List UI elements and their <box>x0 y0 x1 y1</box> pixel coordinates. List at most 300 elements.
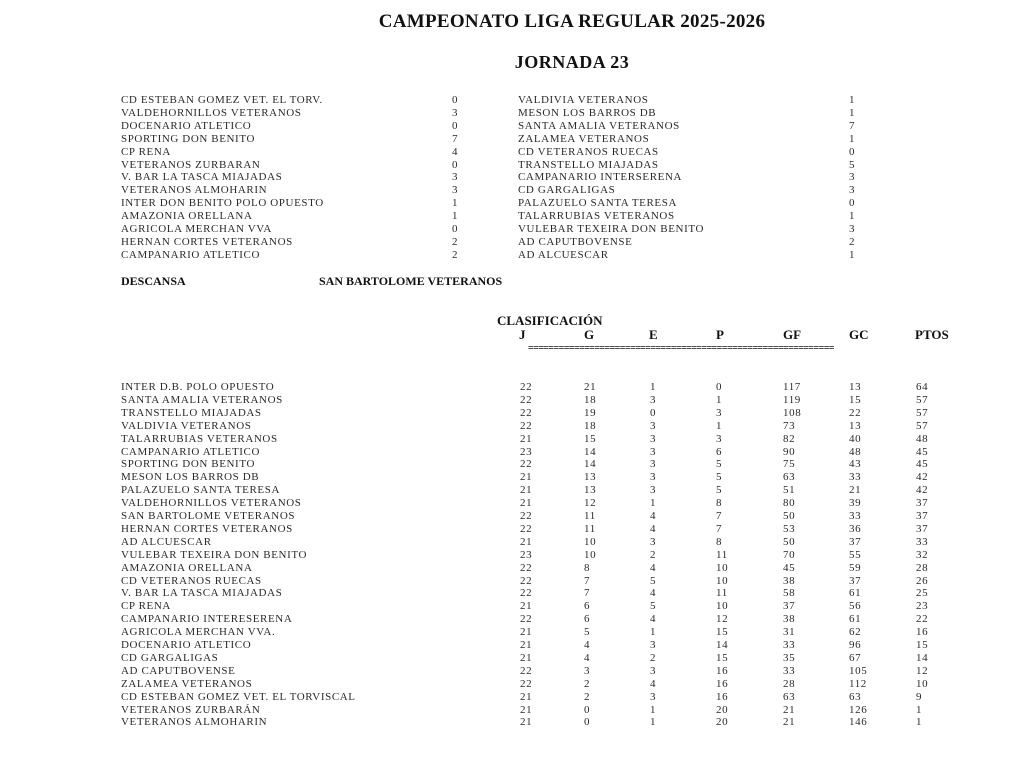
team-name: SPORTING DON BENITO <box>121 458 255 471</box>
won: 21 <box>584 381 597 393</box>
team-name: INTER D.B. POLO OPUESTO <box>121 381 275 393</box>
goals-for: 31 <box>783 626 796 639</box>
away-team: CAMPANARIO INTERSERENA <box>518 171 683 184</box>
drawn: 4 <box>650 561 657 574</box>
goals-against: 39 <box>849 497 862 510</box>
goals-for: 50 <box>783 535 796 548</box>
away-score: 5 <box>849 158 856 171</box>
goals-for: 50 <box>783 510 796 522</box>
home-team: DOCENARIO ATLETICO <box>121 119 252 132</box>
table-row <box>0 523 1024 536</box>
goals-against: 33 <box>849 471 862 484</box>
table-row <box>0 549 1024 562</box>
away-score: 1 <box>849 210 856 223</box>
points: 1 <box>916 703 923 716</box>
won: 7 <box>584 574 591 587</box>
played: 22 <box>520 510 533 522</box>
away-team: PALAZUELO SANTA TERESA <box>518 197 677 210</box>
goals-against: 62 <box>849 626 862 639</box>
played: 21 <box>520 703 533 716</box>
header-pts: PTOS <box>915 327 949 342</box>
goals-for: 21 <box>783 716 796 729</box>
away-score: 2 <box>849 235 856 248</box>
won: 11 <box>584 522 596 535</box>
points: 32 <box>916 548 929 561</box>
played: 21 <box>520 600 533 613</box>
played: 22 <box>520 458 533 471</box>
home-team: SPORTING DON BENITO <box>121 132 255 145</box>
goals-for: 63 <box>783 690 796 703</box>
drawn: 2 <box>650 548 657 561</box>
goals-against: 43 <box>849 458 862 471</box>
won: 3 <box>584 664 591 677</box>
header-g: G <box>584 327 595 342</box>
home-score: 0 <box>452 223 459 235</box>
table-row <box>0 458 1024 471</box>
drawn: 2 <box>650 651 657 664</box>
won: 10 <box>584 535 597 548</box>
lost: 16 <box>716 690 729 703</box>
points: 57 <box>916 406 929 419</box>
away-score: 3 <box>849 171 856 184</box>
goals-for: 119 <box>783 393 801 406</box>
drawn: 3 <box>650 484 657 497</box>
won: 12 <box>584 497 597 510</box>
won: 4 <box>584 639 591 651</box>
lost: 7 <box>716 510 723 522</box>
points: 15 <box>916 639 929 651</box>
goals-against: 33 <box>849 510 862 522</box>
won: 2 <box>584 690 591 703</box>
team-name: VETERANOS ALMOHARIN <box>121 716 268 729</box>
points: 9 <box>916 690 923 703</box>
away-team: TALARRUBIAS VETERANOS <box>518 210 675 223</box>
table-row <box>0 652 1024 665</box>
goals-for: 80 <box>783 497 796 510</box>
played: 23 <box>520 445 533 458</box>
goals-for: 21 <box>783 703 796 716</box>
table-row <box>0 575 1024 588</box>
away-team: CD VETERANOS RUECAS <box>518 145 659 158</box>
table-row <box>0 381 1024 394</box>
table-row <box>0 433 1024 446</box>
drawn: 4 <box>650 677 657 690</box>
goals-against: 13 <box>849 381 862 393</box>
goals-for: 51 <box>783 484 796 497</box>
home-score: 1 <box>452 197 459 210</box>
standings-title: CLASIFICACIÓN <box>497 313 603 328</box>
won: 7 <box>584 587 591 600</box>
table-row <box>0 420 1024 433</box>
home-team: VETERANOS ALMOHARIN <box>121 184 268 197</box>
away-score: 3 <box>849 223 856 235</box>
goals-against: 22 <box>849 406 862 419</box>
goals-against: 105 <box>849 664 868 677</box>
points: 57 <box>916 393 929 406</box>
header-j: J <box>519 327 526 342</box>
drawn: 1 <box>650 626 657 639</box>
goals-for: 63 <box>783 471 796 484</box>
team-name: MESON LOS BARROS DB <box>121 471 260 484</box>
team-name: HERNAN CORTES VETERANOS <box>121 522 293 535</box>
played: 21 <box>520 497 533 510</box>
lost: 10 <box>716 574 729 587</box>
home-score: 4 <box>452 145 459 158</box>
points: 16 <box>916 626 929 639</box>
table-row <box>0 484 1024 497</box>
team-name: DOCENARIO ATLETICO <box>121 639 252 651</box>
goals-for: 82 <box>783 432 796 445</box>
home-score: 2 <box>452 248 459 261</box>
points: 10 <box>916 677 929 690</box>
won: 15 <box>584 432 597 445</box>
points: 26 <box>916 574 929 587</box>
header-gf: GF <box>783 327 802 342</box>
goals-against: 48 <box>849 445 862 458</box>
team-name: VALDIVIA VETERANOS <box>121 419 252 432</box>
table-row <box>0 587 1024 600</box>
played: 22 <box>520 677 533 690</box>
goals-for: 28 <box>783 677 796 690</box>
won: 13 <box>584 471 597 484</box>
team-name: CD GARGALIGAS <box>121 651 219 664</box>
goals-against: 37 <box>849 574 862 587</box>
won: 8 <box>584 561 591 574</box>
away-team: AD CAPUTBOVENSE <box>518 235 633 248</box>
lost: 5 <box>716 458 723 471</box>
team-name: CAMPANARIO INTERESERENA <box>121 613 293 626</box>
lost: 6 <box>716 445 723 458</box>
home-score: 0 <box>452 94 459 106</box>
drawn: 3 <box>650 393 657 406</box>
lost: 1 <box>716 419 723 432</box>
goals-against: 21 <box>849 484 862 497</box>
home-score: 1 <box>452 210 459 223</box>
table-row <box>0 678 1024 691</box>
won: 14 <box>584 445 597 458</box>
home-team: VETERANOS ZURBARAN <box>121 158 261 171</box>
played: 21 <box>520 626 533 639</box>
goals-for: 33 <box>783 664 796 677</box>
goals-for: 90 <box>783 445 796 458</box>
away-score: 1 <box>849 248 856 261</box>
home-team: V. BAR LA TASCA MIAJADAS <box>121 171 283 184</box>
header-gc: GC <box>849 327 869 342</box>
team-name: CD ESTEBAN GOMEZ VET. EL TORVISCAL <box>121 690 356 703</box>
points: 25 <box>916 587 929 600</box>
points: 23 <box>916 600 929 613</box>
won: 5 <box>584 626 591 639</box>
played: 22 <box>520 406 533 419</box>
lost: 15 <box>716 626 729 639</box>
drawn: 3 <box>650 535 657 548</box>
played: 21 <box>520 651 533 664</box>
home-team: CD ESTEBAN GOMEZ VET. EL TORV. <box>121 94 323 106</box>
home-score: 0 <box>452 158 459 171</box>
lost: 14 <box>716 639 729 651</box>
lost: 15 <box>716 651 729 664</box>
drawn: 3 <box>650 471 657 484</box>
table-row <box>0 600 1024 613</box>
lost: 8 <box>716 497 723 510</box>
goals-against: 59 <box>849 561 862 574</box>
goals-for: 58 <box>783 587 796 600</box>
team-name: SAN BARTOLOME VETERANOS <box>121 510 296 522</box>
goals-for: 73 <box>783 419 796 432</box>
table-row <box>0 497 1024 510</box>
won: 2 <box>584 677 591 690</box>
team-name: TALARRUBIAS VETERANOS <box>121 432 278 445</box>
won: 18 <box>584 419 597 432</box>
won: 0 <box>584 716 591 729</box>
drawn: 1 <box>650 381 657 393</box>
goals-for: 33 <box>783 639 796 651</box>
played: 21 <box>520 639 533 651</box>
goals-against: 13 <box>849 419 862 432</box>
won: 0 <box>584 703 591 716</box>
table-row <box>0 626 1024 639</box>
points: 57 <box>916 419 929 432</box>
points: 48 <box>916 432 929 445</box>
points: 1 <box>916 716 923 729</box>
drawn: 4 <box>650 522 657 535</box>
played: 22 <box>520 587 533 600</box>
away-score: 7 <box>849 119 856 132</box>
points: 37 <box>916 522 929 535</box>
away-score: 1 <box>849 132 856 145</box>
goals-against: 56 <box>849 600 862 613</box>
goals-against: 55 <box>849 548 862 561</box>
rest-team: SAN BARTOLOME VETERANOS <box>319 274 503 288</box>
lost: 20 <box>716 716 729 729</box>
home-score: 2 <box>452 235 459 248</box>
home-team: INTER DON BENITO POLO OPUESTO <box>121 197 324 210</box>
points: 37 <box>916 497 929 510</box>
drawn: 4 <box>650 587 657 600</box>
team-name: SANTA AMALIA VETERANOS <box>121 393 283 406</box>
lost: 10 <box>716 600 729 613</box>
lost: 5 <box>716 471 723 484</box>
table-row <box>0 394 1024 407</box>
lost: 16 <box>716 677 729 690</box>
away-team: ZALAMEA VETERANOS <box>518 132 650 145</box>
table-row <box>0 704 1024 717</box>
drawn: 5 <box>650 574 657 587</box>
drawn: 3 <box>650 639 657 651</box>
goals-against: 61 <box>849 613 862 626</box>
away-team: SANTA AMALIA VETERANOS <box>518 119 680 132</box>
away-score: 1 <box>849 106 856 119</box>
round-title: JORNADA 23 <box>514 52 630 72</box>
team-name: VETERANOS ZURBARÁN <box>121 703 261 716</box>
played: 22 <box>520 393 533 406</box>
drawn: 5 <box>650 600 657 613</box>
team-name: VULEBAR TEXEIRA DON BENITO <box>121 548 307 561</box>
away-score: 1 <box>849 94 856 106</box>
away-score: 0 <box>849 145 856 158</box>
drawn: 4 <box>650 510 657 522</box>
played: 22 <box>520 522 533 535</box>
lost: 1 <box>716 393 723 406</box>
played: 21 <box>520 690 533 703</box>
played: 21 <box>520 716 533 729</box>
team-name: CP RENA <box>121 600 171 613</box>
drawn: 3 <box>650 664 657 677</box>
goals-against: 61 <box>849 587 862 600</box>
lost: 7 <box>716 522 723 535</box>
home-team: VALDEHORNILLOS VETERANOS <box>121 106 302 119</box>
header-separator: ============================================================ <box>528 344 834 354</box>
lost: 10 <box>716 561 729 574</box>
table-row <box>0 510 1024 523</box>
header-e: E <box>649 327 658 342</box>
document-title: CAMPEONATO LIGA REGULAR 2025-2026 <box>378 11 766 32</box>
points: 28 <box>916 561 929 574</box>
played: 21 <box>520 535 533 548</box>
goals-for: 117 <box>783 381 801 393</box>
goals-against: 36 <box>849 522 862 535</box>
team-name: AGRICOLA MERCHAN VVA. <box>121 626 276 639</box>
goals-against: 112 <box>849 677 867 690</box>
won: 4 <box>584 651 591 664</box>
goals-for: 38 <box>783 613 796 626</box>
home-team: CP RENA <box>121 145 171 158</box>
goals-against: 146 <box>849 716 868 729</box>
points: 42 <box>916 471 929 484</box>
played: 21 <box>520 484 533 497</box>
team-name: ZALAMEA VETERANOS <box>121 677 253 690</box>
played: 23 <box>520 548 533 561</box>
team-name: CAMPANARIO ATLETICO <box>121 445 261 458</box>
table-row <box>0 665 1024 678</box>
table-row <box>0 639 1024 652</box>
team-name: CD VETERANOS RUECAS <box>121 574 262 587</box>
goals-for: 45 <box>783 561 796 574</box>
played: 22 <box>520 561 533 574</box>
points: 42 <box>916 484 929 497</box>
won: 19 <box>584 406 597 419</box>
won: 14 <box>584 458 597 471</box>
drawn: 3 <box>650 432 657 445</box>
lost: 16 <box>716 664 729 677</box>
goals-against: 37 <box>849 535 862 548</box>
away-team: MESON LOS BARROS DB <box>518 106 657 119</box>
rest-label: DESCANSA <box>121 274 186 288</box>
table-row <box>0 536 1024 549</box>
played: 22 <box>520 664 533 677</box>
away-team: TRANSTELLO MIAJADAS <box>518 158 659 171</box>
won: 6 <box>584 600 591 613</box>
points: 12 <box>916 664 929 677</box>
away-team: VULEBAR TEXEIRA DON BENITO <box>518 223 704 235</box>
lost: 12 <box>716 613 729 626</box>
away-team: AD ALCUESCAR <box>518 248 609 261</box>
won: 11 <box>584 510 596 522</box>
home-score: 3 <box>452 106 459 119</box>
goals-for: 37 <box>783 600 796 613</box>
table-row <box>0 562 1024 575</box>
points: 14 <box>916 651 929 664</box>
header-p: P <box>716 327 724 342</box>
goals-against: 96 <box>849 639 862 651</box>
played: 22 <box>520 613 533 626</box>
team-name: AD ALCUESCAR <box>121 535 212 548</box>
lost: 3 <box>716 432 723 445</box>
table-row <box>0 471 1024 484</box>
goals-for: 70 <box>783 548 796 561</box>
home-team: CAMPANARIO ATLETICO <box>121 248 261 261</box>
won: 10 <box>584 548 597 561</box>
away-team: VALDIVIA VETERANOS <box>518 94 649 106</box>
table-row <box>0 691 1024 704</box>
table-row <box>0 407 1024 420</box>
played: 22 <box>520 381 533 393</box>
drawn: 3 <box>650 419 657 432</box>
lost: 0 <box>716 381 723 393</box>
lost: 3 <box>716 406 723 419</box>
table-row <box>0 613 1024 626</box>
home-team: HERNAN CORTES VETERANOS <box>121 235 293 248</box>
goals-against: 15 <box>849 393 862 406</box>
away-team: CD GARGALIGAS <box>518 184 616 197</box>
points: 33 <box>916 535 929 548</box>
points: 37 <box>916 510 929 522</box>
table-row <box>0 716 1024 729</box>
team-name: V. BAR LA TASCA MIAJADAS <box>121 587 283 600</box>
played: 22 <box>520 574 533 587</box>
lost: 8 <box>716 535 723 548</box>
goals-for: 38 <box>783 574 796 587</box>
points: 22 <box>916 613 929 626</box>
home-score: 3 <box>452 184 459 197</box>
lost: 5 <box>716 484 723 497</box>
drawn: 3 <box>650 458 657 471</box>
goals-against: 40 <box>849 432 862 445</box>
won: 18 <box>584 393 597 406</box>
points: 64 <box>916 381 929 393</box>
drawn: 1 <box>650 716 657 729</box>
team-name: AMAZONIA ORELLANA <box>121 561 253 574</box>
drawn: 3 <box>650 445 657 458</box>
home-team: AMAZONIA ORELLANA <box>121 210 253 223</box>
team-name: PALAZUELO SANTA TERESA <box>121 484 280 497</box>
home-score: 0 <box>452 119 459 132</box>
points: 45 <box>916 458 929 471</box>
played: 21 <box>520 471 533 484</box>
drawn: 1 <box>650 703 657 716</box>
team-name: TRANSTELLO MIAJADAS <box>121 406 262 419</box>
goals-for: 35 <box>783 651 796 664</box>
home-score: 3 <box>452 171 459 184</box>
away-score: 3 <box>849 184 856 197</box>
home-team: AGRICOLA MERCHAN VVA <box>121 223 272 235</box>
goals-against: 63 <box>849 690 862 703</box>
goals-against: 126 <box>849 703 868 716</box>
drawn: 0 <box>650 406 657 419</box>
played: 22 <box>520 419 533 432</box>
goals-against: 67 <box>849 651 862 664</box>
goals-for: 53 <box>783 522 796 535</box>
goals-for: 108 <box>783 406 802 419</box>
played: 21 <box>520 432 533 445</box>
team-name: AD CAPUTBOVENSE <box>121 664 236 677</box>
away-score: 0 <box>849 197 856 210</box>
lost: 20 <box>716 703 729 716</box>
goals-for: 75 <box>783 458 796 471</box>
drawn: 4 <box>650 613 657 626</box>
drawn: 3 <box>650 690 657 703</box>
won: 13 <box>584 484 597 497</box>
